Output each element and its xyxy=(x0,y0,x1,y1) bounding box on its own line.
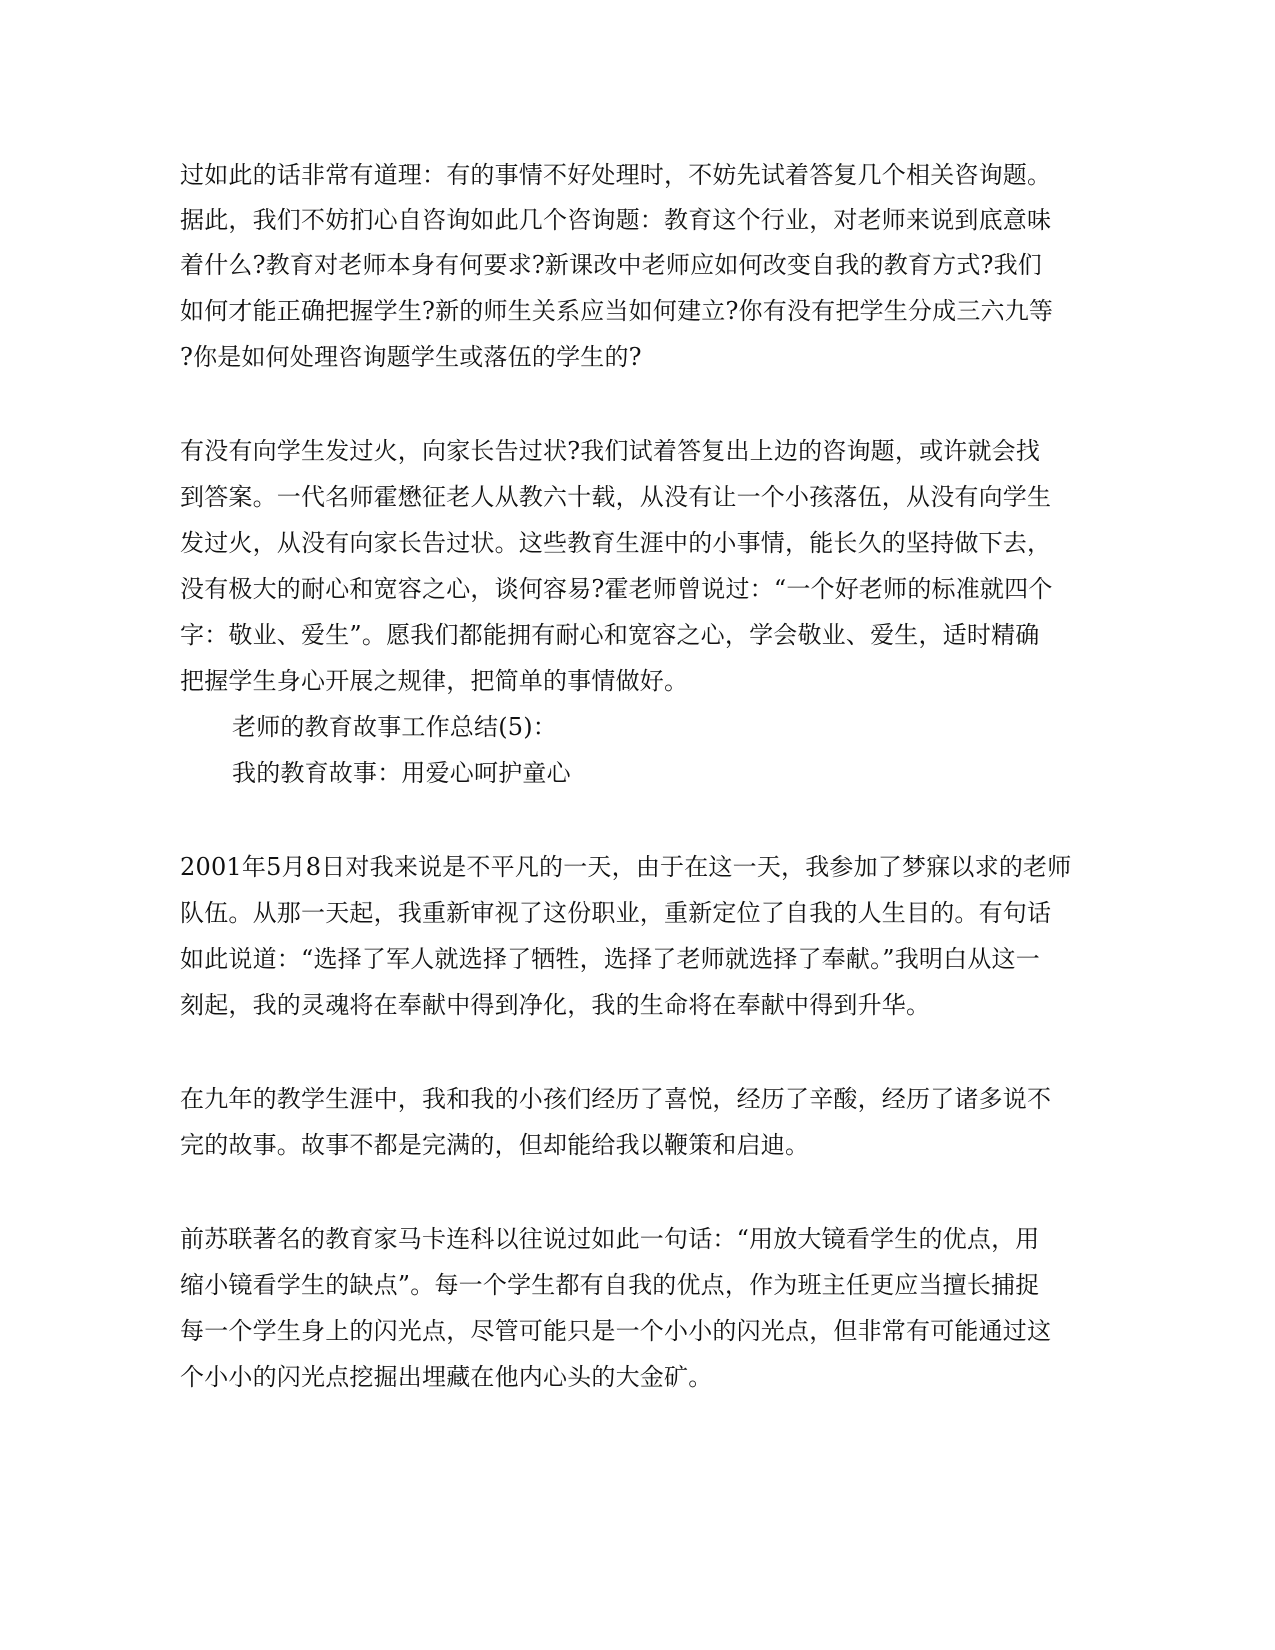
paragraph-4-line-1: 在九年的教学生涯中，我和我的小孩们经历了喜悦，经历了辛酸，经历了诸多说不 xyxy=(180,1085,1052,1113)
paragraph-2-line-5: 字：敬业、爱生”。愿我们都能拥有耐心和宽容之心，学会敬业、爱生，适时精确 xyxy=(180,621,1040,649)
paragraph-5-line-4: 个小小的闪光点挖掘出埋藏在他内心头的大金矿。 xyxy=(180,1363,713,1391)
paragraph-1-line-5: ?你是如何处理咨询题学生或落伍的学生的? xyxy=(180,343,642,371)
paragraph-2-line-6: 把握学生身心开展之规律，把简单的事情做好。 xyxy=(180,667,689,695)
paragraph-3-line-2: 队伍。从那一天起，我重新审视了这份职业，重新定位了自我的人生目的。有句话 xyxy=(180,899,1052,927)
paragraph-3-line-4: 刻起，我的灵魂将在奉献中得到净化，我的生命将在奉献中得到升华。 xyxy=(180,991,931,1019)
paragraph-1-line-3: 着什么?教育对老师本身有何要求?新课改中老师应如何改变自我的教育方式?我们 xyxy=(180,251,1042,279)
paragraph-2-line-1: 有没有向学生发过火，向家长告过状?我们试着答复出上边的咨询题，或许就会找 xyxy=(180,437,1041,465)
paragraph-3-line-3: 如此说道：“选择了军人就选择了牺牲，选择了老师就选择了奉献。”我明白从这一 xyxy=(180,945,1040,973)
paragraph-4-line-2: 完的故事。故事不都是完满的，但却能给我以鞭策和启迪。 xyxy=(180,1131,810,1159)
paragraph-1-line-2: 据此，我们不妨扪心自咨询如此几个咨询题：教育这个行业，对老师来说到底意味 xyxy=(180,206,1052,234)
section-heading: 老师的教育故事工作总结(5)： xyxy=(232,713,557,741)
paragraph-5-line-1: 前苏联著名的教育家马卡连科以往说过如此一句话：“用放大镜看学生的优点，用 xyxy=(180,1225,1040,1253)
paragraph-1-line-4: 如何才能正确把握学生?新的师生关系应当如何建立?你有没有把学生分成三六九等 xyxy=(180,297,1054,325)
paragraph-5-line-2: 缩小镜看学生的缺点”。每一个学生都有自我的优点，作为班主任更应当擅长捕捉 xyxy=(180,1271,1040,1299)
story-title: 我的教育故事：用爱心呵护童心 xyxy=(232,759,571,787)
paragraph-2-line-2: 到答案。一代名师霍懋征老人从教六十载，从没有让一个小孩落伍，从没有向学生 xyxy=(180,483,1052,511)
paragraph-2-line-4: 没有极大的耐心和宽容之心，谈何容易?霍老师曾说过：“一个好老师的标准就四个 xyxy=(180,575,1053,603)
paragraph-2-line-3: 发过火，从没有向家长告过状。这些教育生涯中的小事情，能长久的坚持做下去， xyxy=(180,529,1052,557)
paragraph-1-line-1: 过如此的话非常有道理：有的事情不好处理时，不妨先试着答复几个相关咨询题。 xyxy=(180,161,1052,189)
paragraph-5-line-3: 每一个学生身上的闪光点，尽管可能只是一个小小的闪光点，但非常有可能通过这 xyxy=(180,1317,1052,1345)
paragraph-3-line-1: 2001年5月8日对我来说是不平凡的一天，由于在这一天，我参加了梦寐以求的老师 xyxy=(180,853,1072,881)
